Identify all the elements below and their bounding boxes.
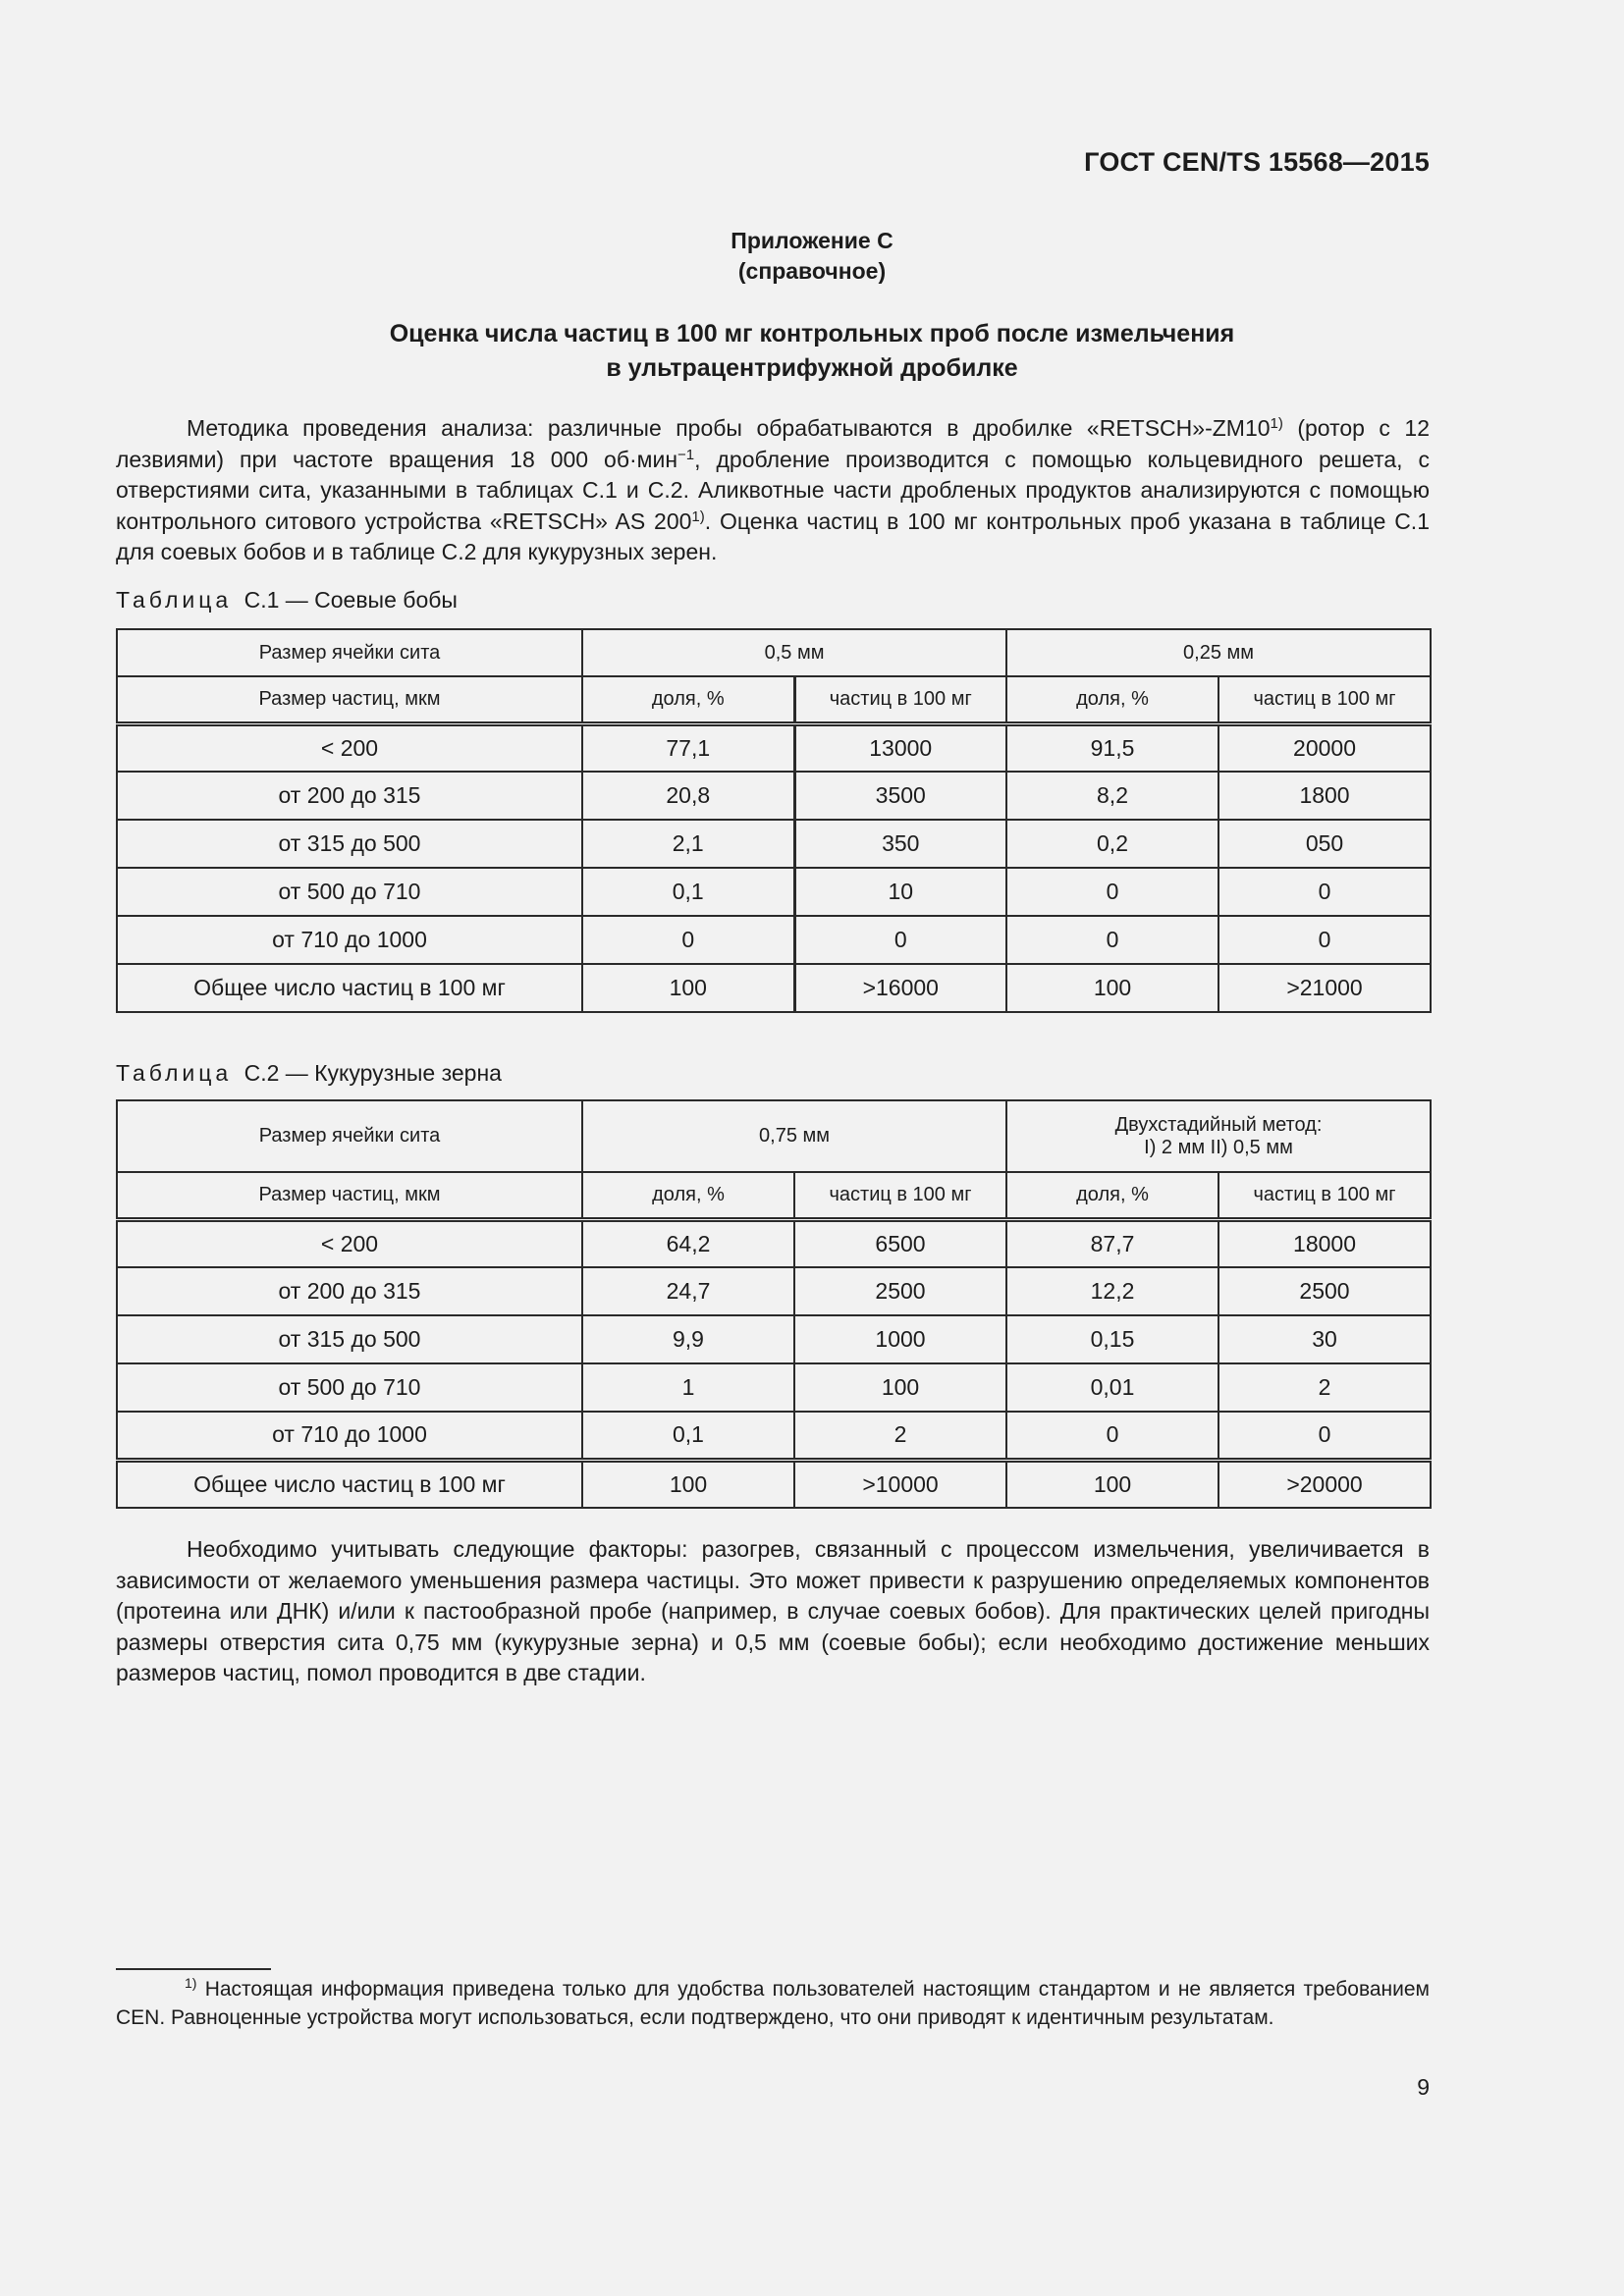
cell: 3500 <box>794 772 1006 820</box>
cell: 350 <box>794 820 1006 868</box>
header-share: доля, % <box>582 676 794 723</box>
footnote-divider <box>116 1968 271 1970</box>
cell: 2,1 <box>582 820 794 868</box>
cell: 8,2 <box>1006 772 1218 820</box>
table-row-total <box>117 964 1431 1012</box>
cell: >16000 <box>794 964 1006 1012</box>
cell: 91,5 <box>1006 723 1218 772</box>
appendix-title: Приложение С <box>731 228 893 253</box>
cell: 30 <box>1218 1315 1431 1363</box>
cell: 0 <box>794 916 1006 964</box>
appendix-heading <box>0 226 1624 287</box>
cell: 20,8 <box>582 772 794 820</box>
cell: 64,2 <box>582 1219 794 1267</box>
section-title-line-1: Оценка числа частиц в 100 мг контрольных проб после измельчения <box>389 320 1235 347</box>
cell: 13000 <box>794 723 1006 772</box>
cell: 100 <box>1006 1460 1218 1508</box>
header-two-stage-title: Двухстадийный метод: <box>1114 1113 1323 1136</box>
header-mesh-b: 0,25 мм <box>1006 629 1431 676</box>
cell: 100 <box>582 1460 794 1508</box>
header-share: доля, % <box>582 1172 794 1219</box>
cell: 100 <box>582 964 794 1012</box>
cell: 0 <box>1006 1412 1218 1460</box>
footnote-ref: 1) <box>1270 415 1283 432</box>
cell: 0,1 <box>582 868 794 916</box>
header-two-stage-values: I) 2 мм II) 0,5 мм <box>1144 1136 1293 1158</box>
cell: 0 <box>582 916 794 964</box>
cell: 10 <box>794 868 1006 916</box>
header-mesh-a: 0,75 мм <box>582 1100 1006 1172</box>
document-header: ГОСТ CEN/TS 15568—2015 <box>1084 147 1430 177</box>
cell: 77,1 <box>582 723 794 772</box>
cell: 87,7 <box>1006 1219 1218 1267</box>
cell: 2 <box>1218 1363 1431 1412</box>
table-row <box>117 772 1431 820</box>
cell: 050 <box>1218 820 1431 868</box>
header-mesh-size: Размер ячейки сита <box>117 629 582 676</box>
exponent: −1 <box>677 446 695 463</box>
cell: 18000 <box>1218 1219 1431 1267</box>
cell: 1000 <box>794 1315 1006 1363</box>
table-row <box>117 1267 1431 1315</box>
cell: 1 <box>582 1363 794 1412</box>
cell: от 710 до 1000 <box>117 916 582 964</box>
cell: >20000 <box>1218 1460 1431 1508</box>
page-number: 9 <box>1417 2074 1430 2100</box>
cell: от 710 до 1000 <box>117 1412 582 1460</box>
table-row <box>117 1219 1431 1267</box>
footnote <box>116 1975 1430 2032</box>
cell: 0 <box>1006 868 1218 916</box>
header-particle-size: Размер частиц, мкм <box>117 676 582 723</box>
cell: 2 <box>794 1412 1006 1460</box>
table-row <box>117 820 1431 868</box>
cell: 0 <box>1218 868 1431 916</box>
cell: < 200 <box>117 1219 582 1267</box>
cell: < 200 <box>117 723 582 772</box>
cell: от 200 до 315 <box>117 772 582 820</box>
cell: от 500 до 710 <box>117 868 582 916</box>
footnote-text: Настоящая информация приведена только для удобства пользователей настоящим стандартом и не является требованием CEN. Равноценные устройства могут использоваться, если подтверждено, что они приводят к идентичным результатам. <box>116 1978 1430 2029</box>
cell: Общее число частиц в 100 мг <box>117 964 582 1012</box>
cell: 100 <box>1006 964 1218 1012</box>
table-row <box>117 916 1431 964</box>
cell: 0,01 <box>1006 1363 1218 1412</box>
table-soybeans <box>116 628 1432 1013</box>
cell: 12,2 <box>1006 1267 1218 1315</box>
header-mesh-size: Размер ячейки сита <box>117 1100 582 1172</box>
cell: 0,1 <box>582 1412 794 1460</box>
cell: 2500 <box>1218 1267 1431 1315</box>
cell: >10000 <box>794 1460 1006 1508</box>
cell: от 200 до 315 <box>117 1267 582 1315</box>
cell: от 315 до 500 <box>117 1315 582 1363</box>
table2-caption: Таблица С.2 — Кукурузные зерна <box>116 1060 502 1086</box>
appendix-kind: (справочное) <box>737 258 887 284</box>
intro-paragraph <box>116 413 1430 568</box>
table-row <box>117 1315 1431 1363</box>
cell: 0 <box>1006 916 1218 964</box>
cell: 0,15 <box>1006 1315 1218 1363</box>
intro-text-1: Методика проведения анализа: различные пробы обрабатываются в дробилке «RETSCH»-ZM10 <box>187 415 1271 441</box>
header-count: частиц в 100 мг <box>794 676 1006 723</box>
section-title <box>0 317 1624 386</box>
cell: 9,9 <box>582 1315 794 1363</box>
cell: от 315 до 500 <box>117 820 582 868</box>
header-count: частиц в 100 мг <box>1218 676 1431 723</box>
cell: 6500 <box>794 1219 1006 1267</box>
cell: 1800 <box>1218 772 1431 820</box>
table-row <box>117 723 1431 772</box>
intro-text-4: . Оценка частиц в 100 мг контрольных проб указана в таблице С.1 для соевых бобов и в таблице С.2 для кукурузных зерен. <box>116 507 1430 564</box>
header-count: частиц в 100 мг <box>1218 1172 1431 1219</box>
cell: 20000 <box>1218 723 1431 772</box>
header-count: частиц в 100 мг <box>794 1172 1006 1219</box>
intro-text-2: (ротор с 12 лезвиями) при частоте вращения 18 000 об·мин <box>116 415 1430 472</box>
table-row-total <box>117 1460 1431 1508</box>
closing-paragraph: Необходимо учитывать следующие факторы: разогрев, связанный с процессом измельчения, увеличивается в зависимости от желаемого уменьшения размера частицы. Это может привести к разрушению определяемых компонентов (протеина или ДНК) и/или к пастообразной пробе (например, в случае соевых бобов). Для практических целей пригодны размеры отверстия сита 0,75 мм (кукурузные зерна) и 0,5 мм (соевые бобы); если необходимо достижение меньших размеров частиц, помол проводится в две стадии. <box>116 1536 1430 1685</box>
header-share: доля, % <box>1006 1172 1218 1219</box>
cell: >21000 <box>1218 964 1431 1012</box>
cell: Общее число частиц в 100 мг <box>117 1460 582 1508</box>
table-row <box>117 1412 1431 1460</box>
cell: 100 <box>794 1363 1006 1412</box>
header-mesh-a: 0,5 мм <box>582 629 1006 676</box>
cell: 0 <box>1218 916 1431 964</box>
cell: 0,2 <box>1006 820 1218 868</box>
cell: 0 <box>1218 1412 1431 1460</box>
cell: 24,7 <box>582 1267 794 1315</box>
table-row <box>117 868 1431 916</box>
header-particle-size: Размер частиц, мкм <box>117 1172 582 1219</box>
header-share: доля, % <box>1006 676 1218 723</box>
intro-text-3: , дробление производится с помощью кольцевидного решета, с отверстиями сита, указанными в таблицах С.1 и С.2. Аликвотные части дробленых продуктов анализируются с помощью контрольного ситового устройства «RETSCH» AS 200 <box>116 446 1430 534</box>
table1-caption: Таблица С.1 — Соевые бобы <box>116 587 458 613</box>
footnote-mark: 1) <box>185 1975 197 1991</box>
header-mesh-b <box>1006 1100 1431 1172</box>
cell: 2500 <box>794 1267 1006 1315</box>
section-title-line-2: в ультрацентрифужной дробилке <box>606 354 1018 382</box>
table-row <box>117 1363 1431 1412</box>
footnote-ref: 1) <box>691 507 705 525</box>
cell: от 500 до 710 <box>117 1363 582 1412</box>
table-corn <box>116 1099 1432 1509</box>
